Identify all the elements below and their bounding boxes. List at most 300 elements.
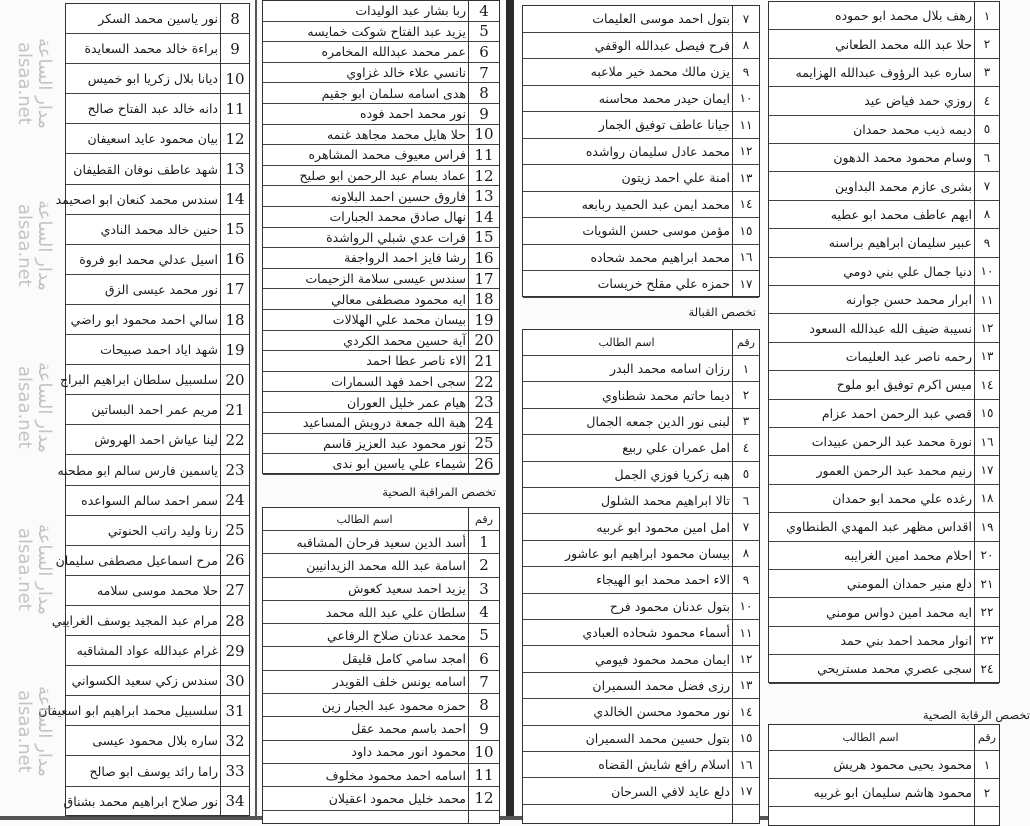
row-number: 21 <box>468 351 499 371</box>
student-name: هبه زكريا فوزي الجمل <box>614 466 730 482</box>
table-row <box>263 413 499 434</box>
watermark-arabic: مدار الساعة <box>34 361 55 453</box>
table-row <box>769 400 999 428</box>
table-row <box>63 787 249 817</box>
student-name: سندس زكي سعيد الكسواني <box>71 673 218 689</box>
table-row <box>523 245 759 272</box>
student-name: فراس معيوف محمد المشاهره <box>308 147 466 163</box>
table-row <box>523 6 759 33</box>
student-name: بشرى عازم محمد البداوين <box>835 178 972 194</box>
student-name: ساره بلال محمود عيسى <box>92 733 218 749</box>
table-row <box>769 428 999 456</box>
student-name: رزان اسامه محمد البدر <box>609 361 730 377</box>
row-number: ١٢ <box>732 646 759 671</box>
row-number: رقم <box>974 725 999 750</box>
row-number: ١ <box>974 751 999 778</box>
table-header-row <box>523 330 759 356</box>
table-row <box>769 655 999 683</box>
student-name: امجد سامي كامل قليقل <box>342 651 466 667</box>
student-name: رهف بلال محمد ابو حموده <box>835 8 972 24</box>
row-number: رقم <box>732 330 759 355</box>
student-name: نور محمد احمد فوده <box>360 106 466 122</box>
student-name: رغده علي محمد ابو حمدان <box>832 490 972 506</box>
student-name: محمود يحيى محمود هريش <box>833 757 972 772</box>
table-row <box>66 305 249 335</box>
row-number: 26 <box>220 546 249 575</box>
table-row <box>523 778 759 804</box>
student-name: رحمه ناصر عبد العليمات <box>845 348 972 364</box>
row-number: ٩ <box>974 229 999 256</box>
row-number: ١١ <box>732 112 759 138</box>
page-edge-line <box>255 0 257 820</box>
student-name: فرات عدي شبلي الرواشدة <box>326 229 466 245</box>
row-number: 2 <box>468 554 499 576</box>
table-header-row <box>263 508 499 531</box>
student-name: سمر احمد سالم السواعده <box>81 492 218 508</box>
student-name: لينا عياش احمد الهروش <box>94 432 218 448</box>
student-name: مرح اسماعيل مصطفى سليمان <box>55 552 218 568</box>
column-divider <box>468 508 470 823</box>
table-row <box>59 365 249 395</box>
table-row <box>523 752 759 778</box>
row-number: ٢٠ <box>974 542 999 569</box>
table-row <box>263 717 499 740</box>
table-row <box>769 456 999 484</box>
table-row <box>769 144 999 172</box>
student-name: اسامه احمد محمود مخلوف <box>325 767 466 783</box>
watermark-latin: alsaa.net <box>14 203 35 287</box>
row-number: ٨ <box>732 33 759 59</box>
table-row <box>523 726 759 752</box>
student-name: سلسبيل سلطان ابراهيم البراج <box>59 372 218 388</box>
row-number: 4 <box>468 601 499 623</box>
row-number: ١٧ <box>732 271 759 297</box>
row-number: ١٥ <box>732 218 759 244</box>
row-number: 9 <box>468 104 499 124</box>
table-row <box>66 34 249 64</box>
table-row <box>769 229 999 257</box>
student-name: ايه محمد امين دواس مومني <box>826 604 972 620</box>
student-name: امل امين محمود ابو غربيه <box>596 519 730 535</box>
student-name: يزن مالك محمد خير ملاعبه <box>590 64 730 80</box>
column-divider <box>732 6 734 296</box>
table-row <box>263 578 499 601</box>
row-number: 9 <box>468 717 499 739</box>
table-row <box>263 83 499 104</box>
table-row <box>263 248 499 269</box>
student-name: ديانا بلال زكريا ابو خميس <box>87 71 218 87</box>
row-number: ١٩ <box>974 513 999 540</box>
student-name: ايهم عاطف محمد ابو عطيه <box>830 206 972 222</box>
row-number: ٢١ <box>974 570 999 597</box>
student-name: هيام عمر خليل العوران <box>347 394 466 410</box>
student-name: نهال صادق محمد الجبارات <box>329 209 466 225</box>
table-row <box>66 395 249 425</box>
row-number: 23 <box>220 456 249 485</box>
table-row <box>263 228 499 249</box>
table-row <box>769 87 999 115</box>
row-number: 32 <box>220 726 249 755</box>
student-name: اسامة عبد الله محمد الزيدانيين <box>306 557 466 573</box>
row-number: 15 <box>220 215 249 244</box>
student-table <box>522 5 760 297</box>
column-divider <box>220 4 222 815</box>
student-table <box>768 1 1000 683</box>
row-number: ٢٢ <box>974 598 999 625</box>
row-number: 3 <box>468 578 499 600</box>
table-row <box>263 787 499 810</box>
table-row <box>769 286 999 314</box>
table-row <box>769 542 999 570</box>
table-row <box>769 59 999 87</box>
row-number: ٦ <box>732 488 759 513</box>
student-name: بيسان محمود ابراهيم ابو عاشور <box>565 545 730 561</box>
table-row <box>523 218 759 245</box>
table-row <box>263 125 499 146</box>
row-number: 25 <box>468 434 499 454</box>
table-row <box>66 94 249 124</box>
student-name: دلع منير حمدان المومني <box>846 576 972 592</box>
table-row <box>263 22 499 43</box>
student-name: محمد ابراهيم محمد شحاده <box>590 249 730 265</box>
row-number: ١٦ <box>974 428 999 455</box>
row-number: 1 <box>468 531 499 553</box>
watermark-arabic: مدار الساعة <box>34 37 55 129</box>
student-name: نور صلاح ابراهيم محمد بشناق <box>63 793 218 809</box>
row-number: 10 <box>468 125 499 145</box>
row-number: ٧ <box>974 172 999 199</box>
student-name: ميس اكرم توفيق ابو ملوح <box>836 377 972 393</box>
row-number: ٨ <box>732 541 759 566</box>
row-number: ٢ <box>974 779 999 806</box>
row-number: ٨ <box>974 201 999 228</box>
row-number: ٢ <box>732 382 759 407</box>
table-row <box>263 331 499 352</box>
student-name: ياسمين فارس سالم ابو مطحنه <box>57 462 218 478</box>
table-row <box>769 116 999 144</box>
student-name: حمزه علي مقلح خريسات <box>597 276 730 292</box>
row-number: 12 <box>220 124 249 153</box>
table-row <box>66 636 249 666</box>
table-row <box>523 33 759 60</box>
row-number: 8 <box>468 694 499 716</box>
student-name: شيماء علي ياسين ابو ندى <box>332 456 466 472</box>
student-name: حنين خالد محمد النادي <box>100 221 218 237</box>
row-number: ١١ <box>974 286 999 313</box>
table-row <box>523 435 759 461</box>
row-number: ١٧ <box>732 778 759 803</box>
row-number: ١٦ <box>732 752 759 777</box>
row-number: 20 <box>468 331 499 351</box>
row-number: 8 <box>468 83 499 103</box>
student-name: محمود انور محمد داود <box>351 744 466 760</box>
table-row <box>263 671 499 694</box>
table-row <box>263 186 499 207</box>
table-row <box>523 382 759 408</box>
row-number: 8 <box>220 4 249 33</box>
row-number: 26 <box>468 454 499 474</box>
table-row <box>66 4 249 34</box>
student-name: براءة خالد محمد السعايدة <box>84 41 218 57</box>
table-row <box>769 779 999 807</box>
student-name: الاء احمد محمد ابو الهيجاء <box>596 572 730 588</box>
table-row <box>263 42 499 63</box>
table-row <box>523 567 759 593</box>
table-header-row <box>769 725 999 751</box>
row-number: ١٠ <box>732 86 759 112</box>
row-number: 10 <box>220 64 249 93</box>
table-row <box>769 627 999 655</box>
table-row <box>263 207 499 228</box>
table-row <box>263 741 499 764</box>
row-number: ١٢ <box>732 139 759 165</box>
table-row <box>38 696 249 726</box>
row-number: 22 <box>220 425 249 454</box>
row-number: ٥ <box>974 116 999 143</box>
row-number: 24 <box>220 486 249 515</box>
student-name: هدى اسامه سلمان ابو جقيم <box>321 85 466 101</box>
student-name: اسلام رافع شايش القضاه <box>598 757 730 773</box>
row-number: 13 <box>220 155 249 184</box>
row-number: ١ <box>732 356 759 381</box>
table-row <box>769 343 999 371</box>
table-row <box>523 699 759 725</box>
row-number: 7 <box>468 63 499 83</box>
student-name: اسم الطالب <box>336 512 393 526</box>
student-name: ديما حاتم محمد شطناوي <box>601 387 730 403</box>
student-name: دلع عايد لافي السرحان <box>611 783 730 799</box>
student-name: مريم عمر احمد البساتين <box>91 402 218 418</box>
student-name: قصي عبد الرحمن احمد عزام <box>821 405 972 421</box>
student-name: شهد عاطف نوفان القطيفان <box>73 161 218 177</box>
row-number: 11 <box>468 764 499 786</box>
table-row <box>66 486 249 516</box>
student-name: اسم الطالب <box>842 731 899 744</box>
row-number: 33 <box>220 757 249 786</box>
student-name: راما رائد يوسف ابو صالح <box>89 763 218 779</box>
table-row <box>66 275 249 305</box>
table-row <box>523 514 759 540</box>
student-name: شهد اياد احمد صبيحات <box>100 342 218 358</box>
student-table <box>768 724 1000 826</box>
row-number: ١٣ <box>974 343 999 370</box>
student-name: أسماء محمود شحاده العبادي <box>582 625 730 641</box>
watermark-latin: alsaa.net <box>14 527 35 611</box>
student-name: رشا فايز احمد الرواجفة <box>344 250 466 266</box>
student-name: اقداس مظهر عبد المهدي الطنطاوي <box>786 519 972 535</box>
student-name: نور محمد عيسى الزق <box>104 281 218 297</box>
row-number: ١٤ <box>732 192 759 218</box>
student-name: محمد خليل محمود اعقيلان <box>328 790 466 806</box>
row-number: 19 <box>468 310 499 330</box>
student-name: بتول حسين محمد السميران <box>585 730 730 746</box>
row-number: 17 <box>220 275 249 304</box>
table-row <box>263 648 499 671</box>
row-number: 31 <box>220 696 249 725</box>
student-name: أسد الدين سعيد فرحان المشاقبه <box>296 534 466 550</box>
table-row <box>263 624 499 647</box>
row-number: 34 <box>220 787 249 816</box>
student-name: آية حسين محمد الكردي <box>343 332 466 348</box>
student-name: عبير سليمان ابراهيم براسنه <box>828 235 972 251</box>
row-number: ٥ <box>732 462 759 487</box>
row-number: ١٠ <box>732 594 759 619</box>
student-name: نور محمود عبد العزيز قاسم <box>323 435 466 451</box>
student-name: سندس محمد كنعان ابو اصحيمد <box>55 191 218 207</box>
row-number: 13 <box>468 186 499 206</box>
student-name: روزي حمد فياض عيد <box>864 93 972 109</box>
table-row <box>523 488 759 514</box>
section-heading: تخصص القبالة <box>688 305 756 319</box>
student-name: جيانا عاطف توفيق الجمار <box>598 117 730 133</box>
table-row <box>769 570 999 598</box>
row-number: 29 <box>220 636 249 665</box>
student-name: ديمه ذيب محمد حمدان <box>853 121 972 137</box>
student-name: لبنى نور الدين جمعه الجمال <box>586 413 730 429</box>
student-name: الاء ناصر عطا احمد <box>366 353 466 369</box>
table-row <box>263 372 499 393</box>
table-row <box>523 59 759 86</box>
student-name: احلام محمد امين الغرايبه <box>844 547 972 563</box>
table-row <box>66 215 249 245</box>
table-row <box>66 576 249 606</box>
table-row <box>523 86 759 113</box>
student-table <box>262 507 500 824</box>
section-heading: تخصص الرقابة الصحية <box>922 708 1030 722</box>
student-name: محمد ايمن عبد الحميد ربابعه <box>581 196 730 212</box>
row-number: ٣ <box>732 409 759 434</box>
row-number: 12 <box>468 166 499 186</box>
watermark-arabic: مدار الساعة <box>34 199 55 291</box>
row-number: 11 <box>220 94 249 123</box>
table-row <box>263 392 499 413</box>
table-row <box>523 271 759 298</box>
row-number: 11 <box>468 145 499 165</box>
row-number: 14 <box>468 207 499 227</box>
row-number: 18 <box>220 305 249 334</box>
watermark <box>10 332 54 482</box>
student-name: حمزه محمود عبد الجبار زين <box>321 697 466 713</box>
table-row <box>55 185 249 215</box>
row-number: ١٦ <box>732 245 759 271</box>
student-name: نور محمود محسن الخالدي <box>593 704 730 720</box>
table-row <box>66 335 249 365</box>
table-row <box>263 694 499 717</box>
row-number: ٩ <box>732 567 759 592</box>
table-row <box>769 172 999 200</box>
table-row <box>263 434 499 455</box>
table-row <box>55 546 249 576</box>
row-number: 4 <box>468 1 499 21</box>
table-row <box>263 289 499 310</box>
watermark-arabic: مدار الساعة <box>34 685 55 777</box>
table-row <box>66 124 249 154</box>
student-name: سجى عصري محمد مستريحي <box>817 661 972 677</box>
student-table <box>262 0 500 474</box>
table-row <box>66 726 249 756</box>
row-number: 18 <box>468 289 499 309</box>
row-number: 5 <box>468 624 499 646</box>
student-name: امل عمران علي ربيع <box>622 440 730 456</box>
table-row <box>263 601 499 624</box>
row-number: ٤ <box>732 435 759 460</box>
watermark-arabic: مدار الساعة <box>34 523 55 615</box>
page-gutter <box>506 0 514 820</box>
student-name: بتول احمد موسى العليمات <box>592 11 730 27</box>
student-table <box>522 329 760 824</box>
student-name: نانسي علاء خالد غزاوي <box>346 65 466 81</box>
table-row <box>769 371 999 399</box>
student-name: ربا بشار عبد الوليدات <box>355 3 466 19</box>
row-number: 6 <box>468 648 499 670</box>
row-number: 30 <box>220 666 249 695</box>
student-name: اسم الطالب <box>598 336 655 349</box>
row-number: ١١ <box>732 620 759 645</box>
watermark-latin: alsaa.net <box>14 689 35 773</box>
row-number: 27 <box>220 576 249 605</box>
student-name: عماد بسام عبد الرحمن ابو صليح <box>299 168 466 184</box>
row-number: 22 <box>468 372 499 392</box>
row-number: ١٨ <box>974 485 999 512</box>
student-name: رنا وليد راتب الحنوتي <box>107 522 218 538</box>
table-row <box>263 63 499 84</box>
student-name: حلا عبد الله محمد الطعاني <box>835 36 972 52</box>
row-number: 14 <box>220 185 249 214</box>
row-number: ١٥ <box>974 400 999 427</box>
watermark <box>10 656 54 806</box>
student-name: سندس عيسى سلامة الزحيمات <box>305 271 466 287</box>
student-name: ايمان حيدر محمد محاسنه <box>598 90 730 106</box>
table-row <box>523 462 759 488</box>
student-name: مرام عبد المجيد يوسف الغرايبي <box>51 613 218 629</box>
row-number: 23 <box>468 392 499 412</box>
row-number: 17 <box>468 269 499 289</box>
student-name: محمد عادل سليمان رواشده <box>585 143 730 159</box>
row-number: ٤ <box>974 87 999 114</box>
student-name: ساره عبد الرؤوف عبدالله الهزايمه <box>795 64 972 80</box>
student-name: سلسبيل محمد ابراهيم ابو اسعيفان <box>38 703 218 719</box>
student-name: اسيل عدلي محمد ابو فروة <box>79 251 218 267</box>
row-number: 7 <box>468 671 499 693</box>
student-name: ايمان محمد محمود فيومي <box>595 651 730 667</box>
student-name: بيان محمود عايد اسعيفان <box>87 131 218 147</box>
student-name: وسام محمود محمد الدهون <box>833 150 972 166</box>
row-number: ٣ <box>974 59 999 86</box>
column-divider <box>468 1 470 473</box>
row-number: ٢٣ <box>974 627 999 654</box>
student-name: بتول عدنان محمود فرح <box>609 598 730 614</box>
table-row <box>769 201 999 229</box>
table-row <box>769 513 999 541</box>
table-row <box>66 155 249 185</box>
student-name: مؤمن موسى حسن الشويات <box>582 223 730 239</box>
table-row <box>523 139 759 166</box>
column-divider <box>974 725 976 825</box>
row-number: 15 <box>468 228 499 248</box>
table-row <box>263 166 499 187</box>
table-row <box>66 245 249 275</box>
table-row <box>769 751 999 779</box>
table-row <box>66 757 249 787</box>
student-name: نورة محمد عبد الرحمن عبيدات <box>811 434 972 450</box>
table-row <box>769 258 999 286</box>
row-number: ٢ <box>974 30 999 57</box>
row-number: ١٠ <box>974 258 999 285</box>
row-number: 24 <box>468 413 499 433</box>
row-number: 9 <box>220 34 249 63</box>
student-name: حلا هايل محمد مجاهد غنمه <box>327 126 466 142</box>
row-number: ١٧ <box>974 456 999 483</box>
